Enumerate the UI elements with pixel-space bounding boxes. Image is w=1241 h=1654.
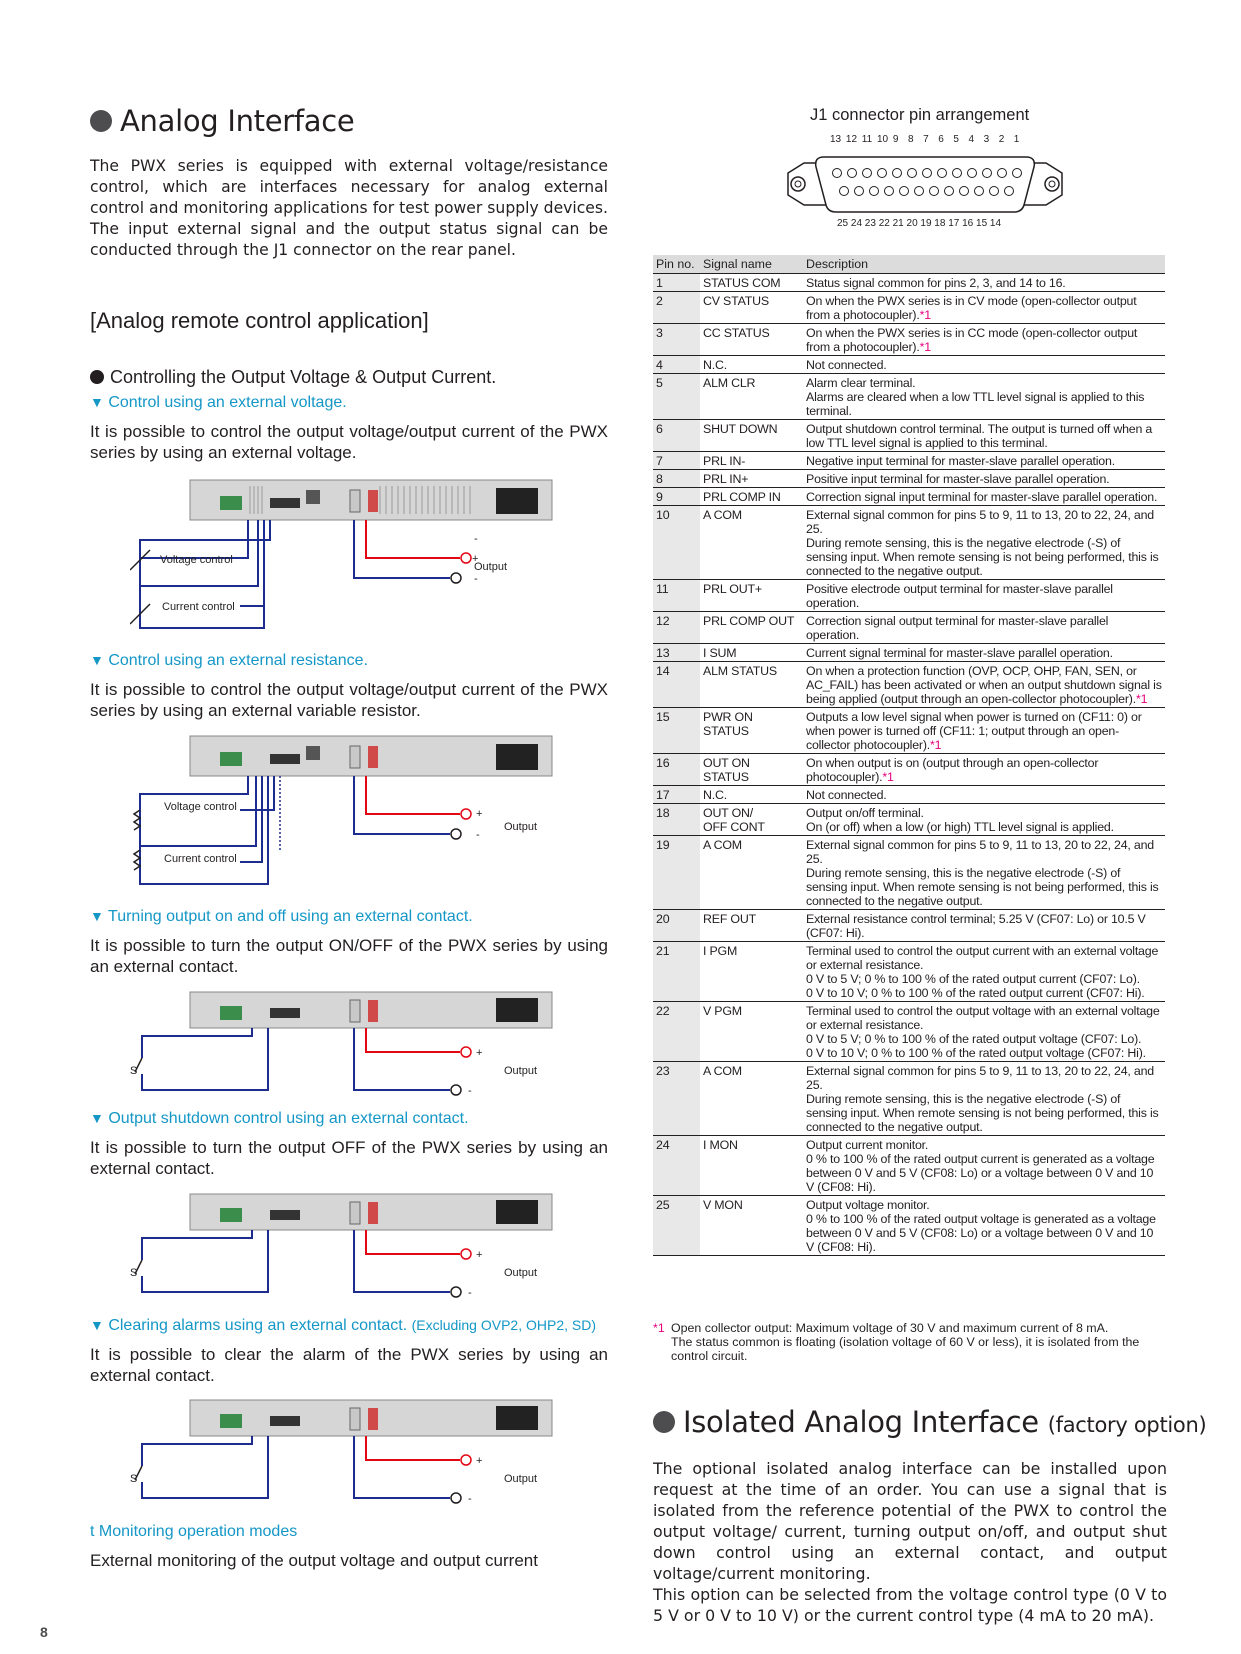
description-cell — [803, 292, 1165, 324]
signal-name: A COM — [700, 1062, 803, 1136]
table-row — [653, 644, 1165, 662]
pin-number: 23 — [653, 1062, 700, 1136]
description-cell — [803, 910, 1165, 942]
description-cell — [803, 644, 1165, 662]
description-text: Outputs a low level signal when power is turned on (CF11: 0) or when power is turned off (CF11: 1; output through an open-collector photocoupler). — [806, 710, 1142, 752]
table-row — [653, 452, 1165, 470]
description-cell — [803, 470, 1165, 488]
heading-text: Output shutdown control using an external contact. — [108, 1110, 469, 1127]
pin-number: 1 — [653, 274, 700, 292]
signal-name: N.C. — [700, 356, 803, 374]
description-text: Not connected. — [806, 358, 887, 372]
db25-connector-icon — [780, 150, 1070, 220]
description-cell — [803, 374, 1165, 420]
heading-text: Control using an external voltage. — [108, 394, 347, 411]
description-text: External resistance control terminal; 5.25 V (CF07: Lo) or 10.5 V (CF07: Hi). — [806, 912, 1146, 940]
heading-note: (Excluding OVP2, OHP2, SD) — [411, 1317, 596, 1333]
table-row — [653, 1002, 1165, 1062]
current-control-label: Current control — [162, 601, 235, 613]
description-text: Output shutdown control terminal. The output is turned off when a low TTL level signal is applied to this terminal. — [806, 422, 1153, 450]
signal-name: REF OUT — [700, 910, 803, 942]
signal-name: ALM CLR — [700, 374, 803, 420]
signal-name: I SUM — [700, 644, 803, 662]
signal-name: N.C. — [700, 786, 803, 804]
description-cell — [803, 1136, 1165, 1196]
paragraph-monitoring: External monitoring of the output voltage and output current — [90, 1551, 538, 1570]
description-cell — [803, 942, 1165, 1002]
heading-text: Clearing alarms using an external contact. — [108, 1317, 408, 1334]
minus-label: - — [476, 829, 480, 841]
description-cell — [803, 1196, 1165, 1256]
pin-number: 22 — [653, 1002, 700, 1062]
table-row — [653, 708, 1165, 754]
description-text: Correction signal output terminal for master-slave parallel operation. — [806, 614, 1109, 642]
voltage-control-label: Voltage control — [164, 801, 237, 813]
plus-label: + — [472, 553, 479, 565]
table-row — [653, 470, 1165, 488]
paragraph-external-resistance: It is possible to control the output voltage/output current of the PWX series by using an external variable resistor. — [90, 680, 608, 720]
bullet-heading — [90, 367, 496, 388]
pin-number: 9 — [653, 488, 700, 506]
description-cell — [803, 754, 1165, 786]
description-text: Alarm clear terminal. Alarms are cleared when a low TTL level signal is applied to this terminal. — [806, 376, 1145, 418]
psu-rear-panel — [190, 1194, 552, 1230]
output-label: Output — [504, 1473, 538, 1485]
description-cell — [803, 506, 1165, 580]
heading-monitoring: t Monitoring operation modes — [90, 1523, 298, 1540]
table-row — [653, 356, 1165, 374]
connector-bottom-pins: 25 24 23 22 21 20 19 18 17 16 15 14 — [837, 218, 1002, 229]
footnote-ref: *1 — [919, 340, 931, 354]
pin-number: 19 — [653, 836, 700, 910]
description-cell — [803, 662, 1165, 708]
output-label: Output — [504, 1267, 538, 1279]
description-text: On when the PWX series is in CC mode (open-collector output from a photocoupler). — [806, 326, 1138, 354]
switch-label: S — [130, 1065, 138, 1077]
pin-number: 6 — [653, 420, 700, 452]
description-cell — [803, 708, 1165, 754]
description-text: Output current monitor. 0 % to 100 % of the rated output current is generated as a voltage between 0 V and 5 V (CF08: Lo) or a voltage between 0 V and 10 V (CF08: Hi). — [806, 1138, 1155, 1194]
pin-number: 24 — [653, 1136, 700, 1196]
table-row — [653, 836, 1165, 910]
footnote-ref: *1 — [919, 308, 931, 322]
pin-number: 2 — [653, 292, 700, 324]
pin-number: 21 — [653, 942, 700, 1002]
signal-name: CC STATUS — [700, 324, 803, 356]
pin-number: 10 — [653, 506, 700, 580]
footnote-mark: *1 — [653, 1321, 665, 1335]
psu-rear-panel — [190, 992, 552, 1028]
paragraph-external-voltage: It is possible to control the output voltage/output current of the PWX series by using an external voltage. — [90, 422, 608, 462]
switch-label: S — [130, 1473, 138, 1485]
signal-name: I MON — [700, 1136, 803, 1196]
isolated-title-text: Isolated Analog Interface — [683, 1405, 1039, 1439]
connector-title: J1 connector pin arrangement — [810, 106, 1030, 124]
pin-table — [653, 255, 1165, 1256]
description-text: Positive electrode output terminal for master-slave parallel operation. — [806, 582, 1113, 610]
signal-name: PWR ON STATUS — [700, 708, 803, 754]
pin-number: 4 — [653, 356, 700, 374]
signal-name: PRL OUT+ — [700, 580, 803, 612]
table-row — [653, 1196, 1165, 1256]
title-text: Analog Interface — [120, 104, 355, 138]
description-text: Output on/off terminal. On (or off) when a low (or high) TTL level signal is applied. — [806, 806, 1114, 834]
footnote-ref: *1 — [882, 770, 894, 784]
signal-name: SHUT DOWN — [700, 420, 803, 452]
description-text: Current signal terminal for master-slave parallel operation. — [806, 646, 1113, 660]
paragraph-output-onoff: It is possible to turn the output ON/OFF of the PWX series by using an external contact. — [90, 936, 608, 976]
table-row — [653, 420, 1165, 452]
diagram-output-onoff — [130, 990, 570, 1100]
pin-number: 14 — [653, 662, 700, 708]
table-row — [653, 754, 1165, 786]
section-title-analog-interface — [90, 104, 354, 138]
section-title-isolated — [653, 1405, 1206, 1439]
plus-label: + — [476, 1249, 483, 1261]
description-cell — [803, 420, 1165, 452]
pin-number: 5 — [653, 374, 700, 420]
description-text: Correction signal input terminal for master-slave parallel operation. — [806, 490, 1158, 504]
plus-label: + — [476, 1455, 483, 1467]
psu-rear-panel — [190, 480, 552, 520]
bullet-dot-icon — [90, 110, 112, 132]
diagram-resistance-control — [130, 734, 570, 894]
heading-external-resistance — [90, 652, 368, 670]
table-row — [653, 786, 1165, 804]
diagram-clear-alarms — [130, 1398, 570, 1508]
description-cell — [803, 1002, 1165, 1062]
description-text: External signal common for pins 5 to 9, 11 to 13, 20 to 22, 24, and 25. During remote sensing, this is the negative electrode (-S) of sensing input. When remote sensing is not being performed, this is connected to the negative output. — [806, 838, 1159, 908]
triangle-down-icon: ▼ — [90, 1110, 104, 1126]
output-label: Output — [474, 561, 508, 573]
description-cell — [803, 612, 1165, 644]
pin-number: 25 — [653, 1196, 700, 1256]
signal-name: OUT ON STATUS — [700, 754, 803, 786]
signal-name: PRL IN- — [700, 452, 803, 470]
description-text: Output voltage monitor. 0 % to 100 % of the rated output voltage is generated as a voltage between 0 V and 5 V (CF08: Lo) or a voltage between 0 V and 10 V (CF08: Hi). — [806, 1198, 1156, 1254]
description-cell — [803, 324, 1165, 356]
footnote-text: Open collector output: Maximum voltage of 30 V and maximum current of 8 mA. The status common is floating (isolation voltage of 60 V or less), it is isolated from the control circuit. — [671, 1321, 1140, 1363]
heading-text: Turning output on and off using an external contact. — [108, 908, 473, 925]
table-header-row — [653, 255, 1165, 274]
pin-number: 8 — [653, 470, 700, 488]
paragraph-clear-alarms: It is possible to clear the alarm of the PWX series by using an external contact. — [90, 1345, 608, 1385]
signal-name: A COM — [700, 506, 803, 580]
triangle-down-icon: ▼ — [90, 1317, 104, 1333]
description-text: On when output is on (output through an open-collector photocoupler). — [806, 756, 1099, 784]
table-row — [653, 612, 1165, 644]
description-cell — [803, 488, 1165, 506]
signal-name: PRL IN+ — [700, 470, 803, 488]
connector-top-pins: 13 12 11 10 9 8 7 6 5 4 3 2 1 — [830, 134, 1020, 145]
isolated-paragraph — [653, 1458, 1167, 1626]
isolated-body-2: This option can be selected from the voltage control type (0 V to 5 V or 0 V to 10 V) or the current control type (4 mA to 20 mA). — [653, 1585, 1167, 1625]
footnote-ref: *1 — [930, 738, 942, 752]
table-row — [653, 804, 1165, 836]
plus-label: + — [476, 1047, 483, 1059]
footnote-ref: *1 — [1135, 692, 1148, 706]
switch-label: S — [130, 1267, 138, 1279]
heading-external-voltage — [90, 394, 347, 412]
signal-name: STATUS COM — [700, 274, 803, 292]
heading-shutdown — [90, 1110, 469, 1128]
table-row — [653, 324, 1165, 356]
output-label: Output — [504, 821, 538, 833]
bullet-dot-icon — [90, 370, 104, 384]
diagram-voltage-control — [130, 478, 570, 632]
signal-name: PRL COMP IN — [700, 488, 803, 506]
pin-number: 7 — [653, 452, 700, 470]
triangle-down-icon: ▼ — [90, 908, 104, 924]
description-text: Terminal used to control the output current with an external voltage or external resistance. 0 V to 5 V; 0 % to 100 % of the rated output current (CF07: Lo). 0 V to 10 V; 0 % to 100 % of the rated output current (CF07: Hi). — [806, 944, 1159, 1000]
signal-name: I PGM — [700, 942, 803, 1002]
table-row — [653, 1136, 1165, 1196]
table-row — [653, 910, 1165, 942]
pin-number: 20 — [653, 910, 700, 942]
signal-name: V MON — [700, 1196, 803, 1256]
psu-rear-panel — [190, 736, 552, 776]
signal-name: PRL COMP OUT — [700, 612, 803, 644]
description-text: Positive input terminal for master-slave parallel operation. — [806, 472, 1110, 486]
heading-text: Control using an external resistance. — [108, 652, 369, 669]
intro-paragraph: The PWX series is equipped with external voltage/resistance control, which are interfaces necessary for analog external control and monitoring applications for test power supply devices. The input external signal and the output status signal can be conducted through the J1 connector on the rear panel. — [90, 157, 608, 259]
description-text: On when a protection function (OVP, OCP, OHP, FAN, SEN, or AC_FAIL) has been activated or when an output shutdown signal is being applied (output through an open-collector photocoupler). — [806, 664, 1162, 706]
description-text: Status signal common for pins 2, 3, and 14 to 16. — [806, 276, 1066, 290]
table-row — [653, 374, 1165, 420]
paragraph-shutdown: It is possible to turn the output OFF of the PWX series by using an external contact. — [90, 1138, 608, 1178]
pin-number: 11 — [653, 580, 700, 612]
minus-label: - — [468, 1085, 472, 1097]
pin-number: 17 — [653, 786, 700, 804]
signal-name: V PGM — [700, 1002, 803, 1062]
subheading-remote-control: [Analog remote control application] — [90, 308, 429, 333]
voltage-control-label: Voltage control — [160, 554, 233, 566]
heading-output-onoff — [90, 908, 473, 926]
pin-number: 16 — [653, 754, 700, 786]
signal-name: CV STATUS — [700, 292, 803, 324]
signal-name: OUT ON/ OFF CONT — [700, 804, 803, 836]
table-row — [653, 274, 1165, 292]
pin-number: 15 — [653, 708, 700, 754]
minus-label: - — [468, 1287, 472, 1299]
isolated-body-1: The optional isolated analog interface can be installed upon request at the time of an order. You can use a signal that is isolated from the reference potential of the PWX to control the output voltage/ current, turning output on/off, and output shut down control using an external contact, and output voltage/current monitoring. — [653, 1459, 1167, 1583]
pin-number: 13 — [653, 644, 700, 662]
description-cell — [803, 452, 1165, 470]
pin-number: 12 — [653, 612, 700, 644]
description-cell — [803, 836, 1165, 910]
output-label: Output — [504, 1065, 538, 1077]
current-control-label: Current control — [164, 853, 237, 865]
description-cell — [803, 786, 1165, 804]
minus-label: - — [474, 573, 478, 585]
description-text: External signal common for pins 5 to 9, 11 to 13, 20 to 22, 24, and 25. During remote sensing, this is the negative electrode (-S) of sensing input. When remote sensing is not being performed, this is connected to the negative output. — [806, 1064, 1159, 1134]
header-pin: Pin no. — [653, 255, 700, 274]
triangle-down-icon: ▼ — [90, 652, 104, 668]
description-text: Not connected. — [806, 788, 887, 802]
description-cell — [803, 356, 1165, 374]
description-cell — [803, 804, 1165, 836]
signal-name: A COM — [700, 836, 803, 910]
description-cell — [803, 274, 1165, 292]
table-row — [653, 942, 1165, 1002]
table-row — [653, 292, 1165, 324]
minus-label: - — [474, 533, 478, 545]
table-row — [653, 488, 1165, 506]
bullet-dot-icon — [653, 1411, 675, 1433]
isolated-option-text: (factory option) — [1047, 1413, 1207, 1437]
diagram-shutdown — [130, 1192, 570, 1302]
table-row — [653, 662, 1165, 708]
table-row — [653, 580, 1165, 612]
page-number: 8 — [40, 1624, 48, 1640]
description-text: Negative input terminal for master-slave parallel operation. — [806, 454, 1115, 468]
description-text: On when the PWX series is in CV mode (open-collector output from a photocoupler). — [806, 294, 1137, 322]
description-text: Terminal used to control the output voltage with an external voltage or external resistance. 0 V to 5 V; 0 % to 100 % of the rated output voltage (CF07: Lo). 0 V to 10 V; 0 % to 100 % of the rated output voltage (CF07: Hi). — [806, 1004, 1160, 1060]
footnote — [653, 1321, 1173, 1363]
description-cell — [803, 580, 1165, 612]
bullet-text: Controlling the Output Voltage & Output Current. — [110, 367, 497, 387]
plus-label: + — [476, 808, 483, 820]
triangle-down-icon: ▼ — [90, 394, 104, 410]
psu-rear-panel — [190, 1400, 552, 1436]
signal-name: ALM STATUS — [700, 662, 803, 708]
minus-label: - — [468, 1493, 472, 1505]
table-row — [653, 1062, 1165, 1136]
table-row — [653, 506, 1165, 580]
header-description: Description — [803, 255, 1165, 274]
pin-number: 3 — [653, 324, 700, 356]
description-cell — [803, 1062, 1165, 1136]
heading-clear-alarms — [90, 1317, 596, 1335]
description-text: External signal common for pins 5 to 9, 11 to 13, 20 to 22, 24, and 25. During remote sensing, this is the negative electrode (-S) of sensing input. When remote sensing is not being performed, this is connected to the negative output. — [806, 508, 1159, 578]
pin-number: 18 — [653, 804, 700, 836]
header-signal: Signal name — [700, 255, 803, 274]
